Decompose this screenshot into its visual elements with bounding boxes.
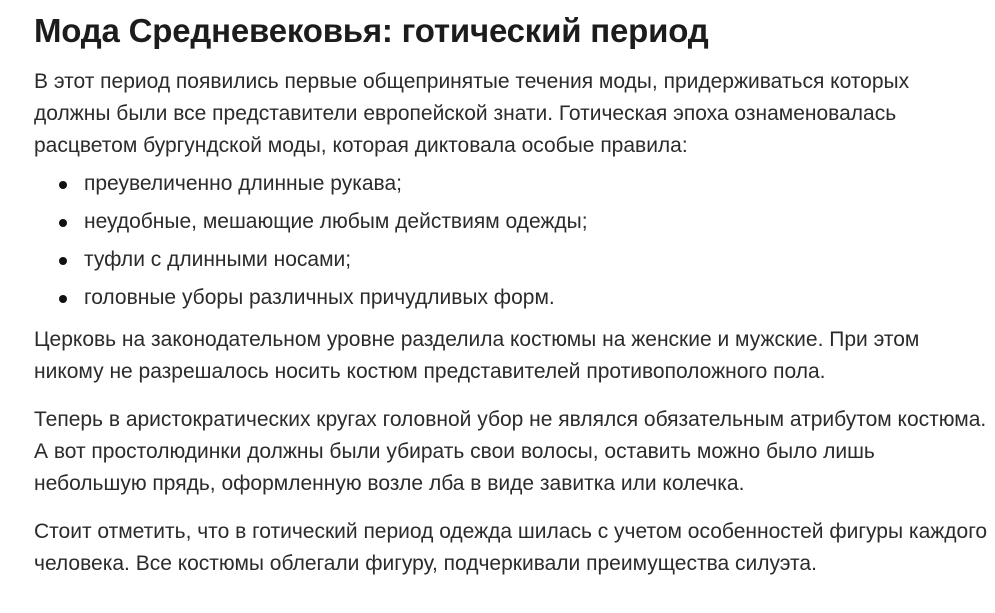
intro-paragraph: В этот период появились первые общепринятые течения моды, придерживаться которых должны были все представители европейской знати. Готическая эпоха ознаменовалась расцветом бургундской моды, которая диктовала особые правила: (34, 70, 910, 157)
list-item-text: туфли с длинными носами; (84, 248, 352, 271)
list-item-text: преувеличенно длинные рукава; (84, 172, 402, 195)
bullet-icon (59, 257, 67, 265)
list-item-text: головные уборы различных причудливых форм. (84, 286, 555, 309)
paragraph-headwear: Теперь в аристократических кругах головной убор не являлся обязательным атрибутом костюма. А вот простолюдинки должны были убирать свои волосы, оставить можно было лишь небольшую прядь, оформленную возле лба в виде завитка или колечка. (34, 408, 987, 495)
bullet-icon (59, 181, 67, 189)
bullet-icon (59, 295, 67, 303)
article-title: Мода Средневековья: готический период (34, 12, 709, 49)
bullet-icon (59, 219, 67, 227)
list-item (84, 210, 995, 234)
list-item (84, 248, 995, 272)
paragraph-fit: Стоит отметить, что в готический период одежда шилась с учетом особенностей фигуры каждого человека. Все костюмы облегали фигуру, подчеркивали преимущества силуэта. (34, 520, 988, 575)
list-item (84, 286, 995, 310)
list-item-text: неудобные, мешающие любым действиям одежды; (84, 210, 588, 233)
rules-list (34, 172, 995, 310)
paragraph-church: Церковь на законодательном уровне разделила костюмы на женские и мужские. При этом никому не разрешалось носить костюм представителей противоположного пола. (34, 328, 920, 383)
list-item (84, 172, 995, 196)
